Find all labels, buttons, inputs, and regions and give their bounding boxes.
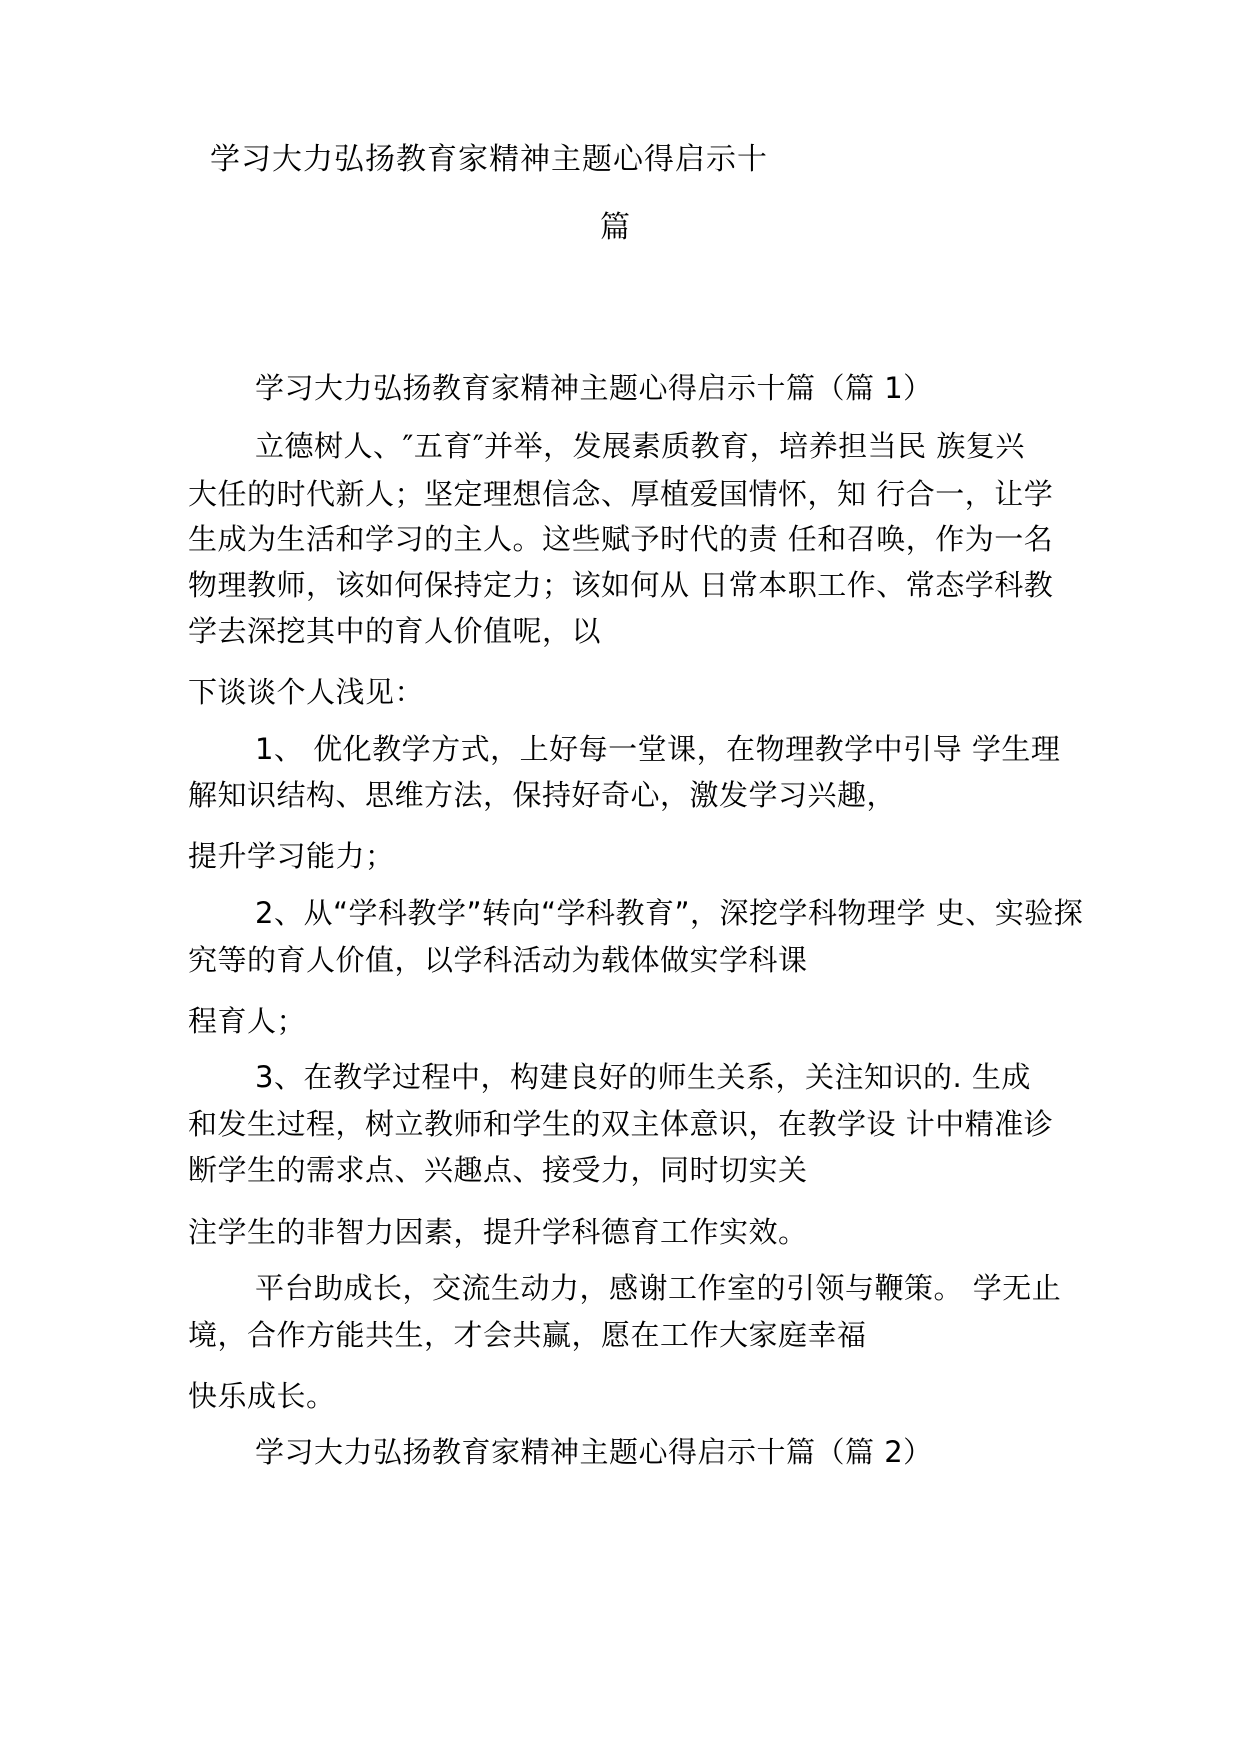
list-item-2: 2、从“学科教学”转向“学科教育”，深挖学科物理学 史、实验探 xyxy=(255,896,1084,930)
paragraph-line: 平台助成长，交流生动力，感谢工作室的引领与鞭策。 学无止 xyxy=(255,1271,1062,1305)
list-item-1: 1、 优化教学方式，上好每一堂课，在物理教学中引导 学生理 xyxy=(255,732,1061,766)
document-title-line-1: 学习大力弘扬教育家精神主题心得启示十 xyxy=(210,142,768,177)
paragraph-line: 立德树人、″五育″并举，发展素质教育，培养担当民 族复兴 xyxy=(255,429,1025,463)
paragraph-line: 生成为生活和学习的主人。这些赋予时代的责 任和召唤，作为一名 xyxy=(188,522,1054,556)
paragraph-line: 物理教师，该如何保持定力；该如何从 日常本职工作、常态学科教 xyxy=(188,568,1054,602)
list-item-3: 3、在教学过程中，构建良好的师生关系，关注知识的. 生成 xyxy=(255,1060,1031,1094)
paragraph-line: 下谈谈个人浅见： xyxy=(188,675,425,709)
paragraph-line: 程育人； xyxy=(188,1004,307,1038)
paragraph-line: 学去深挖其中的育人价值呢，以 xyxy=(188,614,602,648)
paragraph-line: 大任的时代新人；坚定理想信念、厚植爱国情怀，知 行合一，让学 xyxy=(188,477,1054,511)
paragraph-line: 境，合作方能共生，才会共赢，愿在工作大家庭幸福 xyxy=(188,1318,867,1352)
paragraph-line: 和发生过程，树立教师和学生的双主体意识，在教学设 计中精准诊 xyxy=(188,1107,1054,1141)
section-heading-1: 学习大力弘扬教育家精神主题心得启示十篇（篇 1） xyxy=(255,371,933,405)
paragraph-line: 提升学习能力； xyxy=(188,839,395,873)
paragraph-line: 注学生的非智力因素，提升学科德育工作实效。 xyxy=(188,1215,808,1249)
document-title-line-2: 篇 xyxy=(600,210,631,245)
paragraph-line: 断学生的需求点、兴趣点、接受力，同时切实关 xyxy=(188,1153,808,1187)
paragraph-line: 解知识结构、思维方法，保持好奇心，激发学习兴趣， xyxy=(188,778,897,812)
section-heading-2: 学习大力弘扬教育家精神主题心得启示十篇（篇 2） xyxy=(255,1435,933,1469)
paragraph-line: 快乐成长。 xyxy=(188,1379,336,1413)
paragraph-line: 究等的育人价值，以学科活动为载体做实学科课 xyxy=(188,943,808,977)
